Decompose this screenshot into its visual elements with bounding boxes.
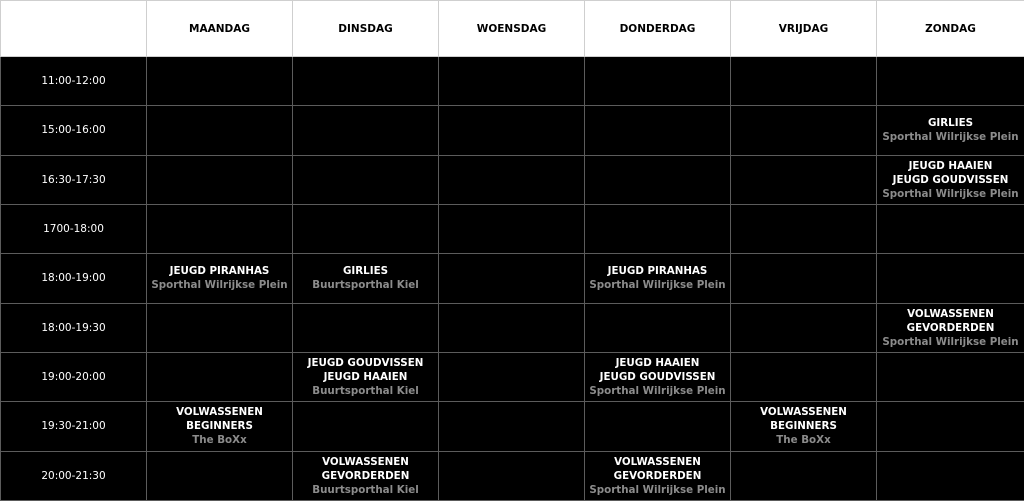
schedule-cell — [293, 451, 439, 500]
schedule-cell — [439, 204, 585, 253]
location-name: The BoXx — [776, 434, 831, 447]
schedule-cell — [147, 155, 293, 204]
class-name: VOLWASSENEN — [907, 307, 994, 320]
class-name: JEUGD PIRANHAS — [169, 265, 270, 278]
schedule-cell — [147, 451, 293, 500]
time-slot: 15:00-16:00 — [1, 106, 147, 155]
time-slot: 18:00-19:30 — [1, 303, 147, 352]
class-name: JEUGD GOUDVISSEN — [599, 371, 716, 384]
schedule-cell — [731, 204, 877, 253]
schedule-cell — [293, 402, 439, 451]
table-row — [1, 402, 1024, 451]
class-name: GEVORDERDEN — [321, 469, 410, 482]
schedule-cell — [877, 352, 1024, 401]
schedule-cell — [731, 155, 877, 204]
corner-cell — [1, 1, 147, 57]
schedule-cell — [439, 106, 585, 155]
schedule-cell — [147, 204, 293, 253]
location-name: Sporthal Wilrijkse Plein — [882, 131, 1019, 144]
schedule-cell — [293, 155, 439, 204]
location-name: Buurtsporthal Kiel — [312, 483, 419, 496]
schedule-cell — [585, 402, 731, 451]
location-name: Sporthal Wilrijkse Plein — [589, 385, 726, 398]
location-name: Sporthal Wilrijkse Plein — [151, 279, 288, 292]
schedule-cell — [585, 106, 731, 155]
schedule-cell — [585, 303, 731, 352]
schedule-cell — [731, 106, 877, 155]
class-name: VOLWASSENEN — [614, 455, 701, 468]
schedule-cell — [731, 303, 877, 352]
schedule-cell — [585, 451, 731, 500]
schedule-cell — [585, 204, 731, 253]
table-row — [1, 451, 1024, 500]
class-name: BEGINNERS — [186, 420, 253, 433]
schedule-cell — [147, 352, 293, 401]
schedule-cell — [293, 303, 439, 352]
schedule-cell — [439, 57, 585, 106]
class-name: GEVORDERDEN — [613, 469, 702, 482]
day-header: ZONDAG — [877, 1, 1024, 57]
location-name: The BoXx — [192, 434, 247, 447]
location-name: Sporthal Wilrijkse Plein — [882, 187, 1019, 200]
schedule-cell — [439, 303, 585, 352]
schedule-cell — [731, 352, 877, 401]
schedule-cell — [585, 254, 731, 303]
class-name: JEUGD HAAIEN — [323, 371, 408, 384]
time-slot: 19:00-20:00 — [1, 352, 147, 401]
schedule-cell — [293, 106, 439, 155]
schedule-cell — [147, 254, 293, 303]
day-header: MAANDAG — [147, 1, 293, 57]
schedule-cell — [293, 204, 439, 253]
time-slot: 18:00-19:00 — [1, 254, 147, 303]
schedule-cell — [147, 402, 293, 451]
table-row — [1, 57, 1024, 106]
schedule-cell — [877, 402, 1024, 451]
schedule-cell — [877, 57, 1024, 106]
class-name: GIRLIES — [927, 117, 974, 130]
class-name: JEUGD HAAIEN — [908, 159, 993, 172]
class-name: JEUGD GOUDVISSEN — [892, 173, 1009, 186]
class-name: GIRLIES — [342, 265, 389, 278]
location-name: Buurtsporthal Kiel — [312, 279, 419, 292]
schedule-cell — [877, 204, 1024, 253]
schedule-cell — [439, 451, 585, 500]
day-header: DINSDAG — [293, 1, 439, 57]
schedule-cell — [585, 352, 731, 401]
class-name: VOLWASSENEN — [176, 406, 263, 419]
schedule-cell — [293, 352, 439, 401]
table-row — [1, 254, 1024, 303]
schedule-cell — [731, 57, 877, 106]
schedule-cell — [877, 106, 1024, 155]
time-slot: 11:00-12:00 — [1, 57, 147, 106]
day-header: WOENSDAG — [439, 1, 585, 57]
schedule-cell — [293, 254, 439, 303]
schedule-cell — [439, 155, 585, 204]
time-slot: 1700-18:00 — [1, 204, 147, 253]
class-name: JEUGD HAAIEN — [615, 357, 700, 370]
schedule-cell — [877, 303, 1024, 352]
schedule-body — [1, 57, 1024, 501]
table-row — [1, 155, 1024, 204]
table-row — [1, 352, 1024, 401]
table-row — [1, 303, 1024, 352]
table-row — [1, 106, 1024, 155]
location-name: Buurtsporthal Kiel — [312, 385, 419, 398]
schedule-cell — [147, 106, 293, 155]
schedule-cell — [585, 155, 731, 204]
schedule-cell — [877, 155, 1024, 204]
day-header: DONDERDAG — [585, 1, 731, 57]
schedule-cell — [877, 254, 1024, 303]
schedule-cell — [293, 57, 439, 106]
time-slot: 19:30-21:00 — [1, 402, 147, 451]
table-row — [1, 204, 1024, 253]
schedule-cell — [147, 303, 293, 352]
schedule-cell — [585, 57, 731, 106]
class-name: VOLWASSENEN — [322, 455, 409, 468]
schedule-cell — [439, 254, 585, 303]
class-name: BEGINNERS — [770, 420, 837, 433]
schedule-cell — [731, 254, 877, 303]
class-name: JEUGD PIRANHAS — [607, 265, 708, 278]
location-name: Sporthal Wilrijkse Plein — [589, 279, 726, 292]
location-name: Sporthal Wilrijkse Plein — [882, 335, 1019, 348]
schedule-cell — [731, 451, 877, 500]
class-name: GEVORDERDEN — [906, 321, 995, 334]
day-header: VRIJDAG — [731, 1, 877, 57]
schedule-cell — [731, 402, 877, 451]
time-slot: 20:00-21:30 — [1, 451, 147, 500]
schedule-cell — [439, 352, 585, 401]
class-name: JEUGD GOUDVISSEN — [307, 357, 424, 370]
time-slot: 16:30-17:30 — [1, 155, 147, 204]
schedule-cell — [147, 57, 293, 106]
schedule-cell — [877, 451, 1024, 500]
class-name: VOLWASSENEN — [760, 406, 847, 419]
location-name: Sporthal Wilrijkse Plein — [589, 483, 726, 496]
schedule-cell — [439, 402, 585, 451]
header-row — [1, 1, 1024, 57]
